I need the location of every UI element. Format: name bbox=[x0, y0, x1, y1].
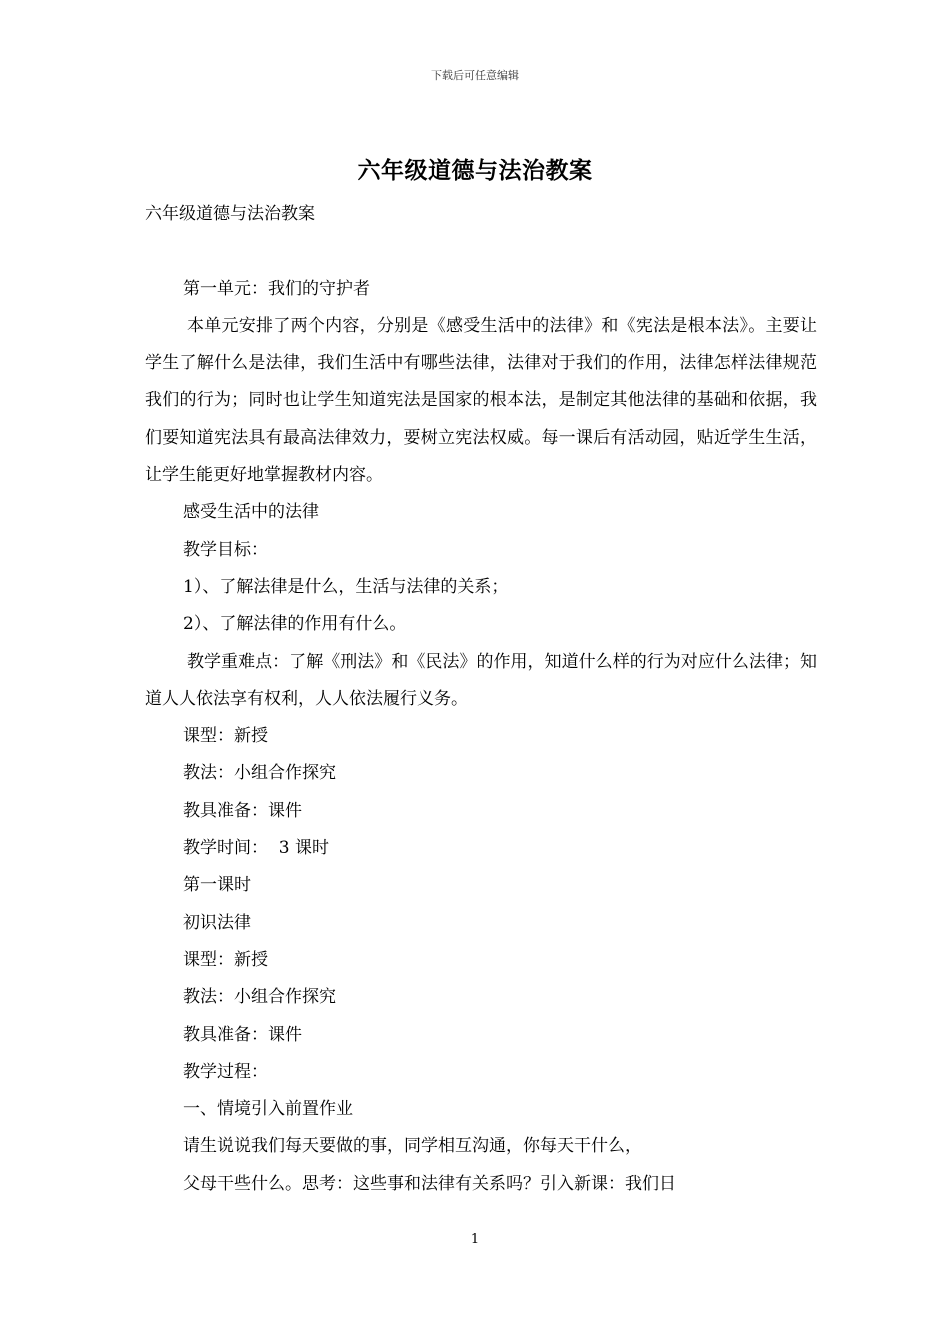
lesson-type: 课型：新授 bbox=[183, 949, 268, 970]
teaching-duration: 教学时间： 3 课时 bbox=[183, 838, 330, 859]
teaching-method: 教法：小组合作探究 bbox=[183, 763, 336, 784]
body-line: 父母干些什么。思考：这些事和法律有关系吗？引入新课：我们日 bbox=[183, 1173, 676, 1194]
subtitle: 六年级道德与法治教案 bbox=[145, 204, 315, 224]
objective-item: 1）、了解法律是什么，生活与法律的关系； bbox=[183, 576, 509, 597]
intro-paragraph: 本单元安排了两个内容，分别是《感受生活中的法律》和《宪法是根本法》。主要让学生了解什么是法律，我们生活中有哪些法律，法律对于我们的作用，法律怎样法律规范我们的行为；同时也让学生知道宪法是国家的根本法，是制定其他法律的基础和依据，我们要知道宪法具有最高法律效力，要树立宪法权威。每一课后有活动园，贴近学生生活，让学生能更好地掌握教材内容。 bbox=[145, 315, 817, 486]
body-line: 请生说说我们每天要做的事，同学相互沟通，你每天干什么， bbox=[183, 1136, 642, 1157]
lesson-type: 课型：新授 bbox=[183, 726, 268, 747]
process-label: 教学过程： bbox=[183, 1061, 268, 1082]
objective-item: 2）、了解法律的作用有什么。 bbox=[183, 614, 407, 635]
document-title: 六年级道德与法治教案 bbox=[357, 157, 593, 184]
header-note: 下载后可任意编辑 bbox=[431, 69, 519, 82]
page-number: 1 bbox=[470, 1232, 480, 1247]
period-topic: 初识法律 bbox=[183, 912, 251, 933]
key-points-paragraph: 教学重难点：了解《刑法》和《民法》的作用，知道什么样的行为对应什么法律；知道人人依法享有权利，人人依法履行义务。 bbox=[145, 651, 817, 709]
objectives-label: 教学目标： bbox=[183, 539, 268, 560]
teaching-method: 教法：小组合作探究 bbox=[183, 987, 336, 1008]
blank-line bbox=[145, 233, 817, 270]
teaching-materials: 教具准备：课件 bbox=[183, 1024, 302, 1045]
period-heading: 第一课时 bbox=[183, 875, 251, 896]
unit-heading: 第一单元：我们的守护者 bbox=[183, 278, 370, 299]
lesson-title: 感受生活中的法律 bbox=[183, 502, 319, 523]
document-body bbox=[145, 196, 817, 1203]
teaching-materials: 教具准备：课件 bbox=[183, 800, 302, 821]
section-heading: 一、情境引入前置作业 bbox=[183, 1099, 353, 1120]
